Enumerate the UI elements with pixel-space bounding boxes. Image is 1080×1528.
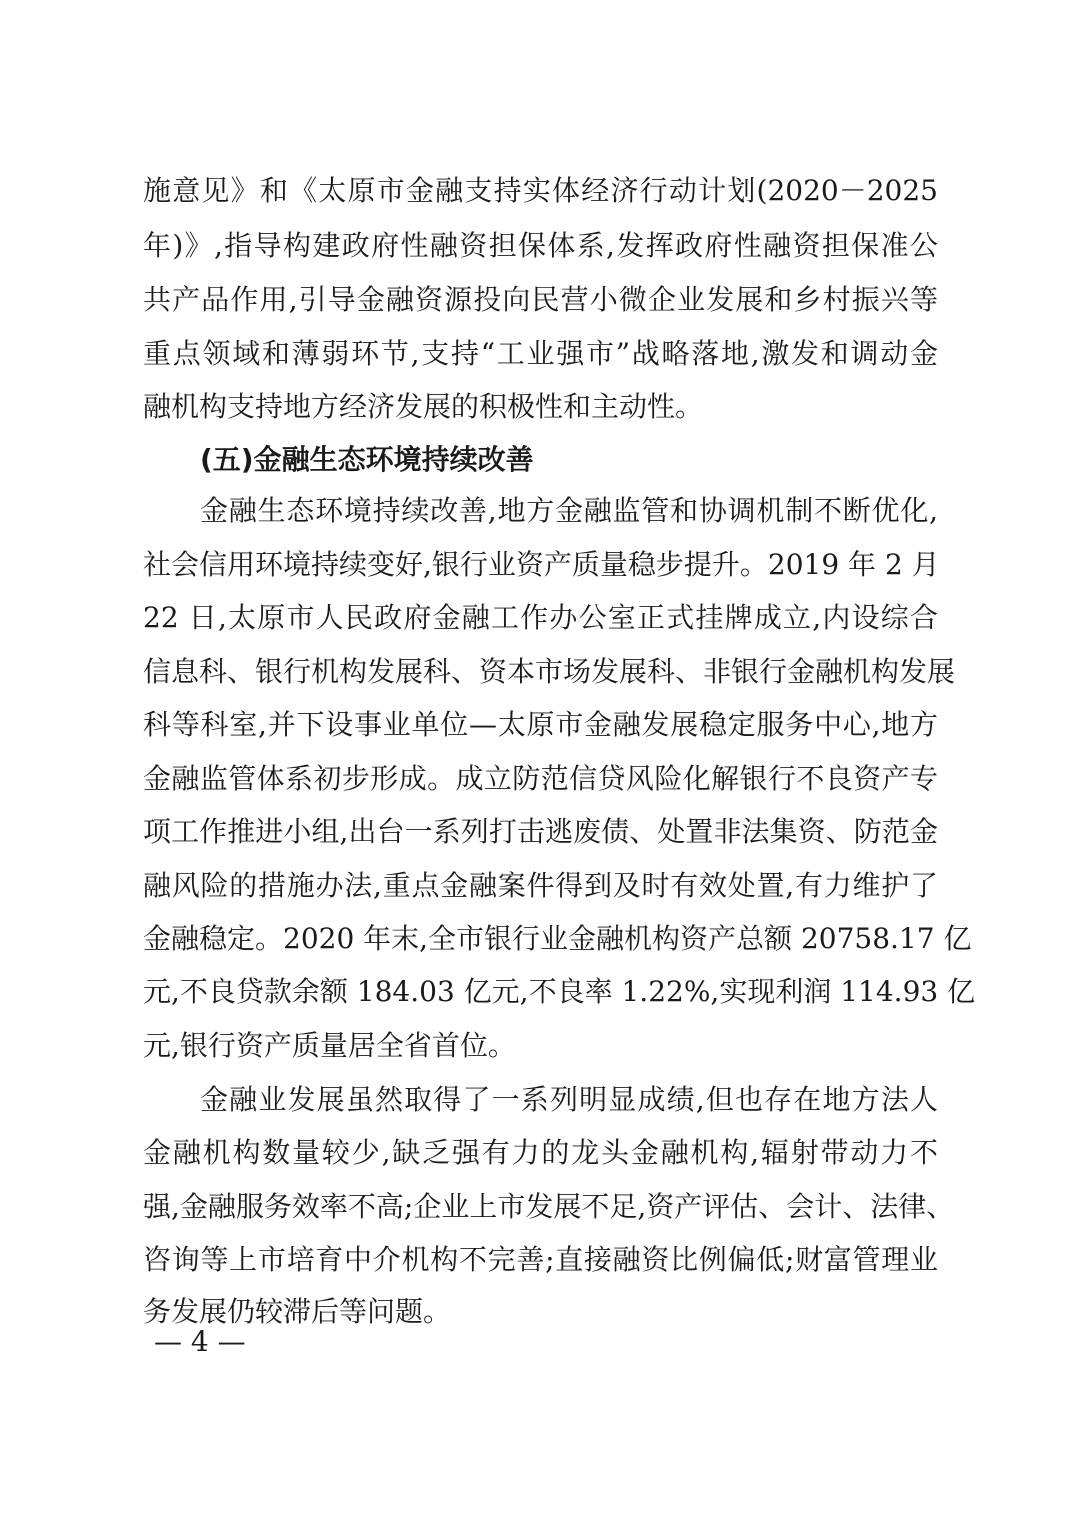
paragraph-2-line: 元,不良贷款余额 184.03 亿元,不良率 1.22%,实现利润 114.93 亿 bbox=[143, 975, 976, 1008]
paragraph-2-line: 金融监管体系初步形成。成立防范信贷风险化解银行不良资产专 bbox=[143, 762, 938, 795]
paragraph-1-line: 年)》,指导构建政府性融资担保体系,发挥政府性融资担保准公 bbox=[143, 229, 938, 262]
paragraph-3-line: 金融业发展虽然取得了一系列明显成绩,但也存在地方法人 bbox=[200, 1083, 938, 1116]
paragraph-1-line: 共产品作用,引导金融资源投向民营小微企业发展和乡村振兴等 bbox=[143, 283, 938, 316]
paragraph-2-line: 融风险的措施办法,重点金融案件得到及时有效处置,有力维护了 bbox=[143, 869, 938, 902]
paragraph-1-line: 施意见》和《太原市金融支持实体经济行动计划(2020－2025 bbox=[143, 174, 938, 207]
paragraph-2-line: 科等科室,并下设事业单位—太原市金融发展稳定服务中心,地方 bbox=[143, 708, 938, 741]
paragraph-2-line: 元,银行资产质量居全省首位。 bbox=[143, 1029, 516, 1062]
paragraph-2-line: 项工作推进小组,出台一系列打击逃废债、处置非法集资、防范金 bbox=[143, 815, 938, 848]
paragraph-1-line: 融机构支持地方经济发展的积极性和主动性。 bbox=[143, 390, 704, 423]
paragraph-1-line: 重点领域和薄弱环节,支持“工业强市”战略落地,激发和调动金 bbox=[143, 337, 938, 370]
paragraph-2-line: 金融生态环境持续改善,地方金融监管和协调机制不断优化, bbox=[200, 494, 938, 527]
paragraph-2-line: 22 日,太原市人民政府金融工作办公室正式挂牌成立,内设综合 bbox=[143, 601, 938, 634]
section-heading: (五)金融生态环境持续改善 bbox=[200, 443, 534, 476]
paragraph-3-line: 咨询等上市培育中介机构不完善;直接融资比例偏低;财富管理业 bbox=[143, 1243, 938, 1276]
paragraph-3-line: 务发展仍较滞后等问题。 bbox=[143, 1295, 452, 1328]
paragraph-2-line: 金融稳定。2020 年末,全市银行业金融机构资产总额 20758.17 亿 bbox=[143, 922, 972, 955]
paragraph-3-line: 强,金融服务效率不高;企业上市发展不足,资产评估、会计、法律、 bbox=[143, 1190, 955, 1223]
paragraph-3-line: 金融机构数量较少,缺乏强有力的龙头金融机构,辐射带动力不 bbox=[143, 1136, 938, 1169]
paragraph-2-line: 社会信用环境持续变好,银行业资产质量稳步提升。2019 年 2 月 bbox=[143, 548, 940, 581]
paragraph-2-line: 信息科、银行机构发展科、资本市场发展科、非银行金融机构发展 bbox=[143, 655, 956, 688]
page-number: — 4 — bbox=[154, 1325, 246, 1358]
